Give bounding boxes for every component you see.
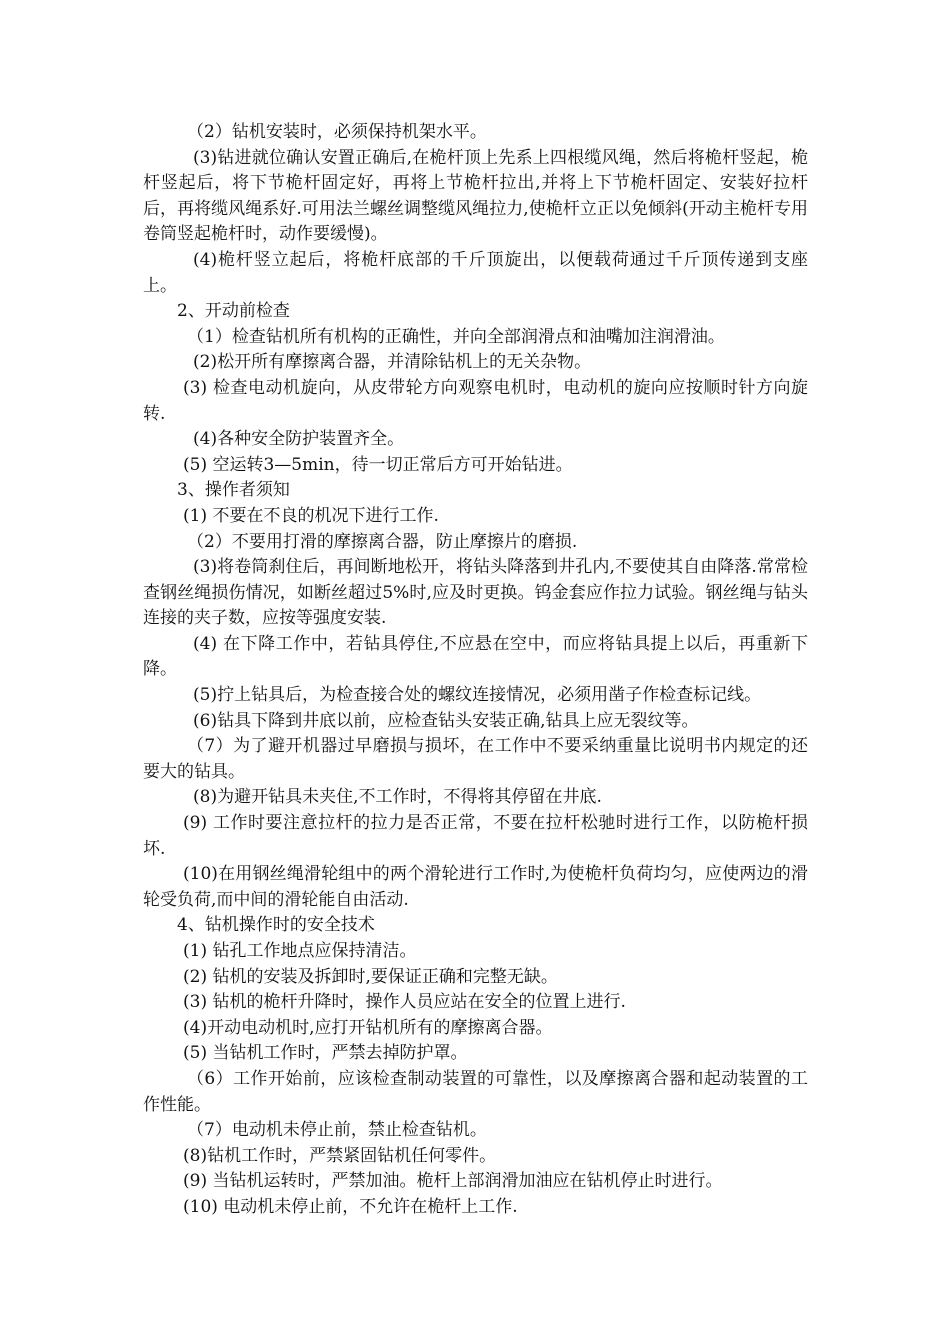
paragraph: (6)钻具下降到井底以前，应检查钻头安装正确,钻具上应无裂纹等。 — [193, 710, 699, 731]
paragraph: （2）钻机安装时，必须保持机架水平。 — [187, 122, 487, 142]
paragraph: (2) 钻机的安装及拆卸时,要保证正确和完整无缺。 — [183, 966, 558, 987]
paragraph: (8)为避开钻具未夹住,不工作时，不得将其停留在井底. — [193, 787, 602, 808]
paragraph: (8)钻机工作时，严禁紧固钻机任何零件。 — [183, 1145, 497, 1166]
paragraph: (3) 钻机的桅杆升降时，操作人员应站在安全的位置上进行. — [183, 992, 626, 1013]
paragraph: (5)拧上钻具后，为检查接合处的螺纹连接情况，必须用凿子作检查标记线。 — [193, 685, 762, 706]
paragraph: (9) 当钻机运转时，严禁加油。桅杆上部润滑加油应在钻机停止时进行。 — [183, 1171, 723, 1192]
paragraph: (10) 电动机未停止前，不允许在桅杆上工作. — [183, 1196, 518, 1217]
paragraph: (9) 工作时要注意拉杆的拉力是否正常，不要在拉杆松驰时进行工作，以防桅杆损坏. — [143, 813, 808, 859]
paragraph: (10)在用钢丝绳滑轮组中的两个滑轮进行工作时,为使桅杆负荷均匀，应使两边的滑轮受负荷,而中间的滑轮能自由活动. — [143, 864, 808, 910]
paragraph: （7）为了避开机器过早磨损与损坏，在工作中不要采纳重量比说明书内规定的还要大的钻具。 — [143, 736, 808, 782]
paragraph: (2)松开所有摩擦离合器，并清除钻机上的无关杂物。 — [193, 352, 592, 373]
paragraph: (5) 空运转3—5min，待一切正常后方可开始钻进。 — [183, 454, 573, 475]
paragraph: (5) 当钻机工作时，严禁去掉防护罩。 — [183, 1043, 468, 1064]
paragraph: (3)钻进就位确认安置正确后,在桅杆顶上先系上四根缆风绳，然后将桅杆竖起，桅杆竖起后，将下节桅杆固定好，再将上节桅杆拉出,并将上下节桅杆固定、安装好拉杆后，再将缆风绳系好.可用法兰螺丝调整缆风绳拉力,使桅杆立正以免倾斜(开动主桅杆专用卷筒竖起桅杆时，动作要缓慢)。 — [143, 147, 808, 245]
paragraph: (3)将卷筒刹住后，再间断地松开，将钻头降落到井孔内,不要使其自由降落.常常检查钢丝绳损伤情况，如断丝超过5%时,应及时更换。钨金套应作拉力试验。钢丝绳与钻头连接的夹子数，应按等强度安装. — [143, 557, 808, 629]
paragraph: (4)桅杆竖立起后，将桅杆底部的千斤顶旋出，以便载荷通过千斤顶传递到支座上。 — [143, 249, 808, 296]
paragraph: （6）工作开始前，应该检查制动装置的可靠性，以及摩擦离合器和起动装置的工作性能。 — [143, 1068, 808, 1115]
paragraph: 2、开动前检查 — [177, 301, 290, 322]
paragraph: (1) 不要在不良的机况下进行工作. — [183, 505, 439, 526]
paragraph: (4) 在下降工作中，若钻具停住,不应悬在空中，而应将钻具提上以后，再重新下降。 — [143, 633, 808, 680]
document-body — [143, 120, 808, 1221]
paragraph: (4)开动电动机时,应打开钻机所有的摩擦离合器。 — [183, 1017, 553, 1038]
paragraph: 3、操作者须知 — [177, 480, 290, 501]
paragraph: （2）不要用打滑的摩擦离合器，防止摩擦片的磨损. — [187, 531, 578, 552]
paragraph: （1）检查钻机所有机构的正确性，并向全部润滑点和油嘴加注润滑油。 — [187, 326, 725, 347]
paragraph: (1) 钻孔工作地点应保持清洁。 — [183, 941, 417, 961]
paragraph: (4)各种安全防护装置齐全。 — [193, 429, 405, 450]
paragraph: 4、钻机操作时的安全技术 — [177, 915, 375, 936]
paragraph: (3) 检查电动机旋向，从皮带轮方向观察电机时，电动机的旋向应按顺时针方向旋转. — [143, 377, 808, 424]
paragraph: （7）电动机未停止前，禁止检查钻机。 — [187, 1120, 487, 1141]
